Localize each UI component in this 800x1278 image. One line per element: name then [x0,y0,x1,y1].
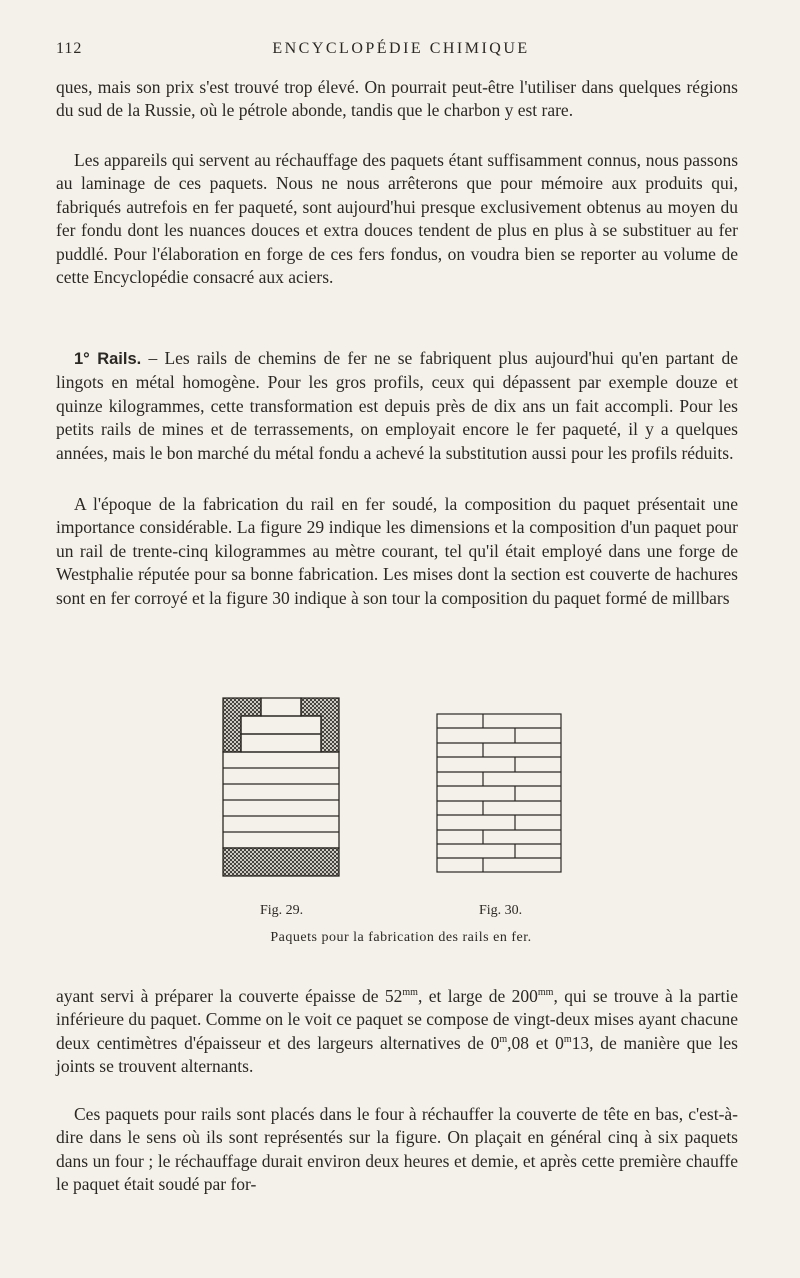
paragraph-rails-text: – Les rails de chemins de fer ne se fabriquent plus aujourd'hui qu'en partant de lingots en métal homogène. Pour les gros profils, ceux qui dépassent par exemple douze et quinze kilogrammes, cette transformation est depuis près de dix ans un fait accompli. Pour les petits rails de mines et de terrassements, on employait encore le fer paqueté, il y a quelques années, mais le bon marché du métal fondu a achevé la substitution aussi pour les profils réduits. [56,348,738,463]
fig29-inner-bar-1 [241,716,321,734]
paragraph-5 [56,985,738,1079]
paragraph-1: ques, mais son prix s'est trouvé trop élevé. On pourrait peut-être l'utiliser dans quelques régions du sud de la Russie, où le pétrole abonde, tandis que le charbon y est rare. [56,77,738,121]
figures [215,688,575,898]
paragraph-6: Ces paquets pour rails sont placés dans le four à réchauffer la couverte de tête en bas, c'est-à-dire dans le sens où ils sont représentés sur la figure. On plaçait en général cinq à six paquets dans un four ; le réchauffage durait environ deux heures et demie, et après cette première chauffe le paquet était soudé par for- [56,1104,738,1195]
paragraph-5-part-d: ,08 et 0 [507,1032,564,1053]
figure-caption: Paquets pour la fabrication des rails en fer. [270,930,532,945]
unit-mm: mm [402,987,418,999]
page-number: 112 [56,40,83,57]
fig30-outline [437,714,561,872]
fig29-hatch-right [301,698,339,752]
unit-m: m [563,1033,572,1045]
paragraph-4: A l'époque de la fabrication du rail en fer soudé, la composition du paquet présentait une importance considérable. La figure 29 indique les dimensions et la composition d'un paquet pour un rail de trente-cinq kilogrammes au mètre courant, tel qu'il était employé dans une forge de Westphalie réputée pour sa bonne fabrication. Les mises dont la section est couverte de hachures sont en fer corroyé et la figure 30 indique à son tour la composition du paquet formé de millbars [56,494,738,608]
page-header [56,40,746,64]
unit-m: m [499,1033,508,1045]
section-heading-rails: 1° Rails. [74,350,142,368]
paragraph-5-part-e: 13, de manière que les joints se trouvent alternants. [56,1032,738,1077]
figure-diagrams [215,688,575,898]
fig29-top-bar [261,698,301,716]
paragraph-5-part-c: , qui se trouve à la partie inférieure du paquet. Comme on le voit ce paquet se compose de vingt-deux mises ayant chacune deux centimètres d'épaisseur et des largeurs alternatives de 0 [56,986,738,1053]
fig29-label: Fig. 29. [260,903,304,918]
fig29-inner-bar-2 [241,734,321,752]
running-title: ENCYCLOPÉDIE CHIMIQUE [272,40,530,57]
figure-30-diagram [437,714,561,872]
paragraph-rails [56,347,738,465]
fig29-hatch-bottom [223,848,339,876]
fig29-hatch-left [223,698,261,752]
paragraph-5-part-b: , et large de 200 [417,986,538,1006]
paragraph-2: Les appareils qui servent au réchauffage des paquets étant suffisamment connus, nous passons au laminage de ces paquets. Nous ne nous arrêterons que pour mémoire aux produits qui, fabriqués autrefois en fer paqueté, sont aujourd'hui presque exclusivement obtenus au moyen du fer fondu dont les nuances douces et extra douces tendent de plus en plus à se substituer au fer puddlé. Pour l'élaboration en forge de ces fers fondus, on voudra bien se reporter au volume de cette Encyclopédie consacré aux aciers. [56,150,738,288]
figure-29-diagram [223,698,339,876]
unit-mm: mm [537,987,554,999]
paragraph-5-part-a: ayant servi à préparer la couverte épaisse de 52 [56,986,403,1006]
fig30-label: Fig. 30. [479,903,523,918]
